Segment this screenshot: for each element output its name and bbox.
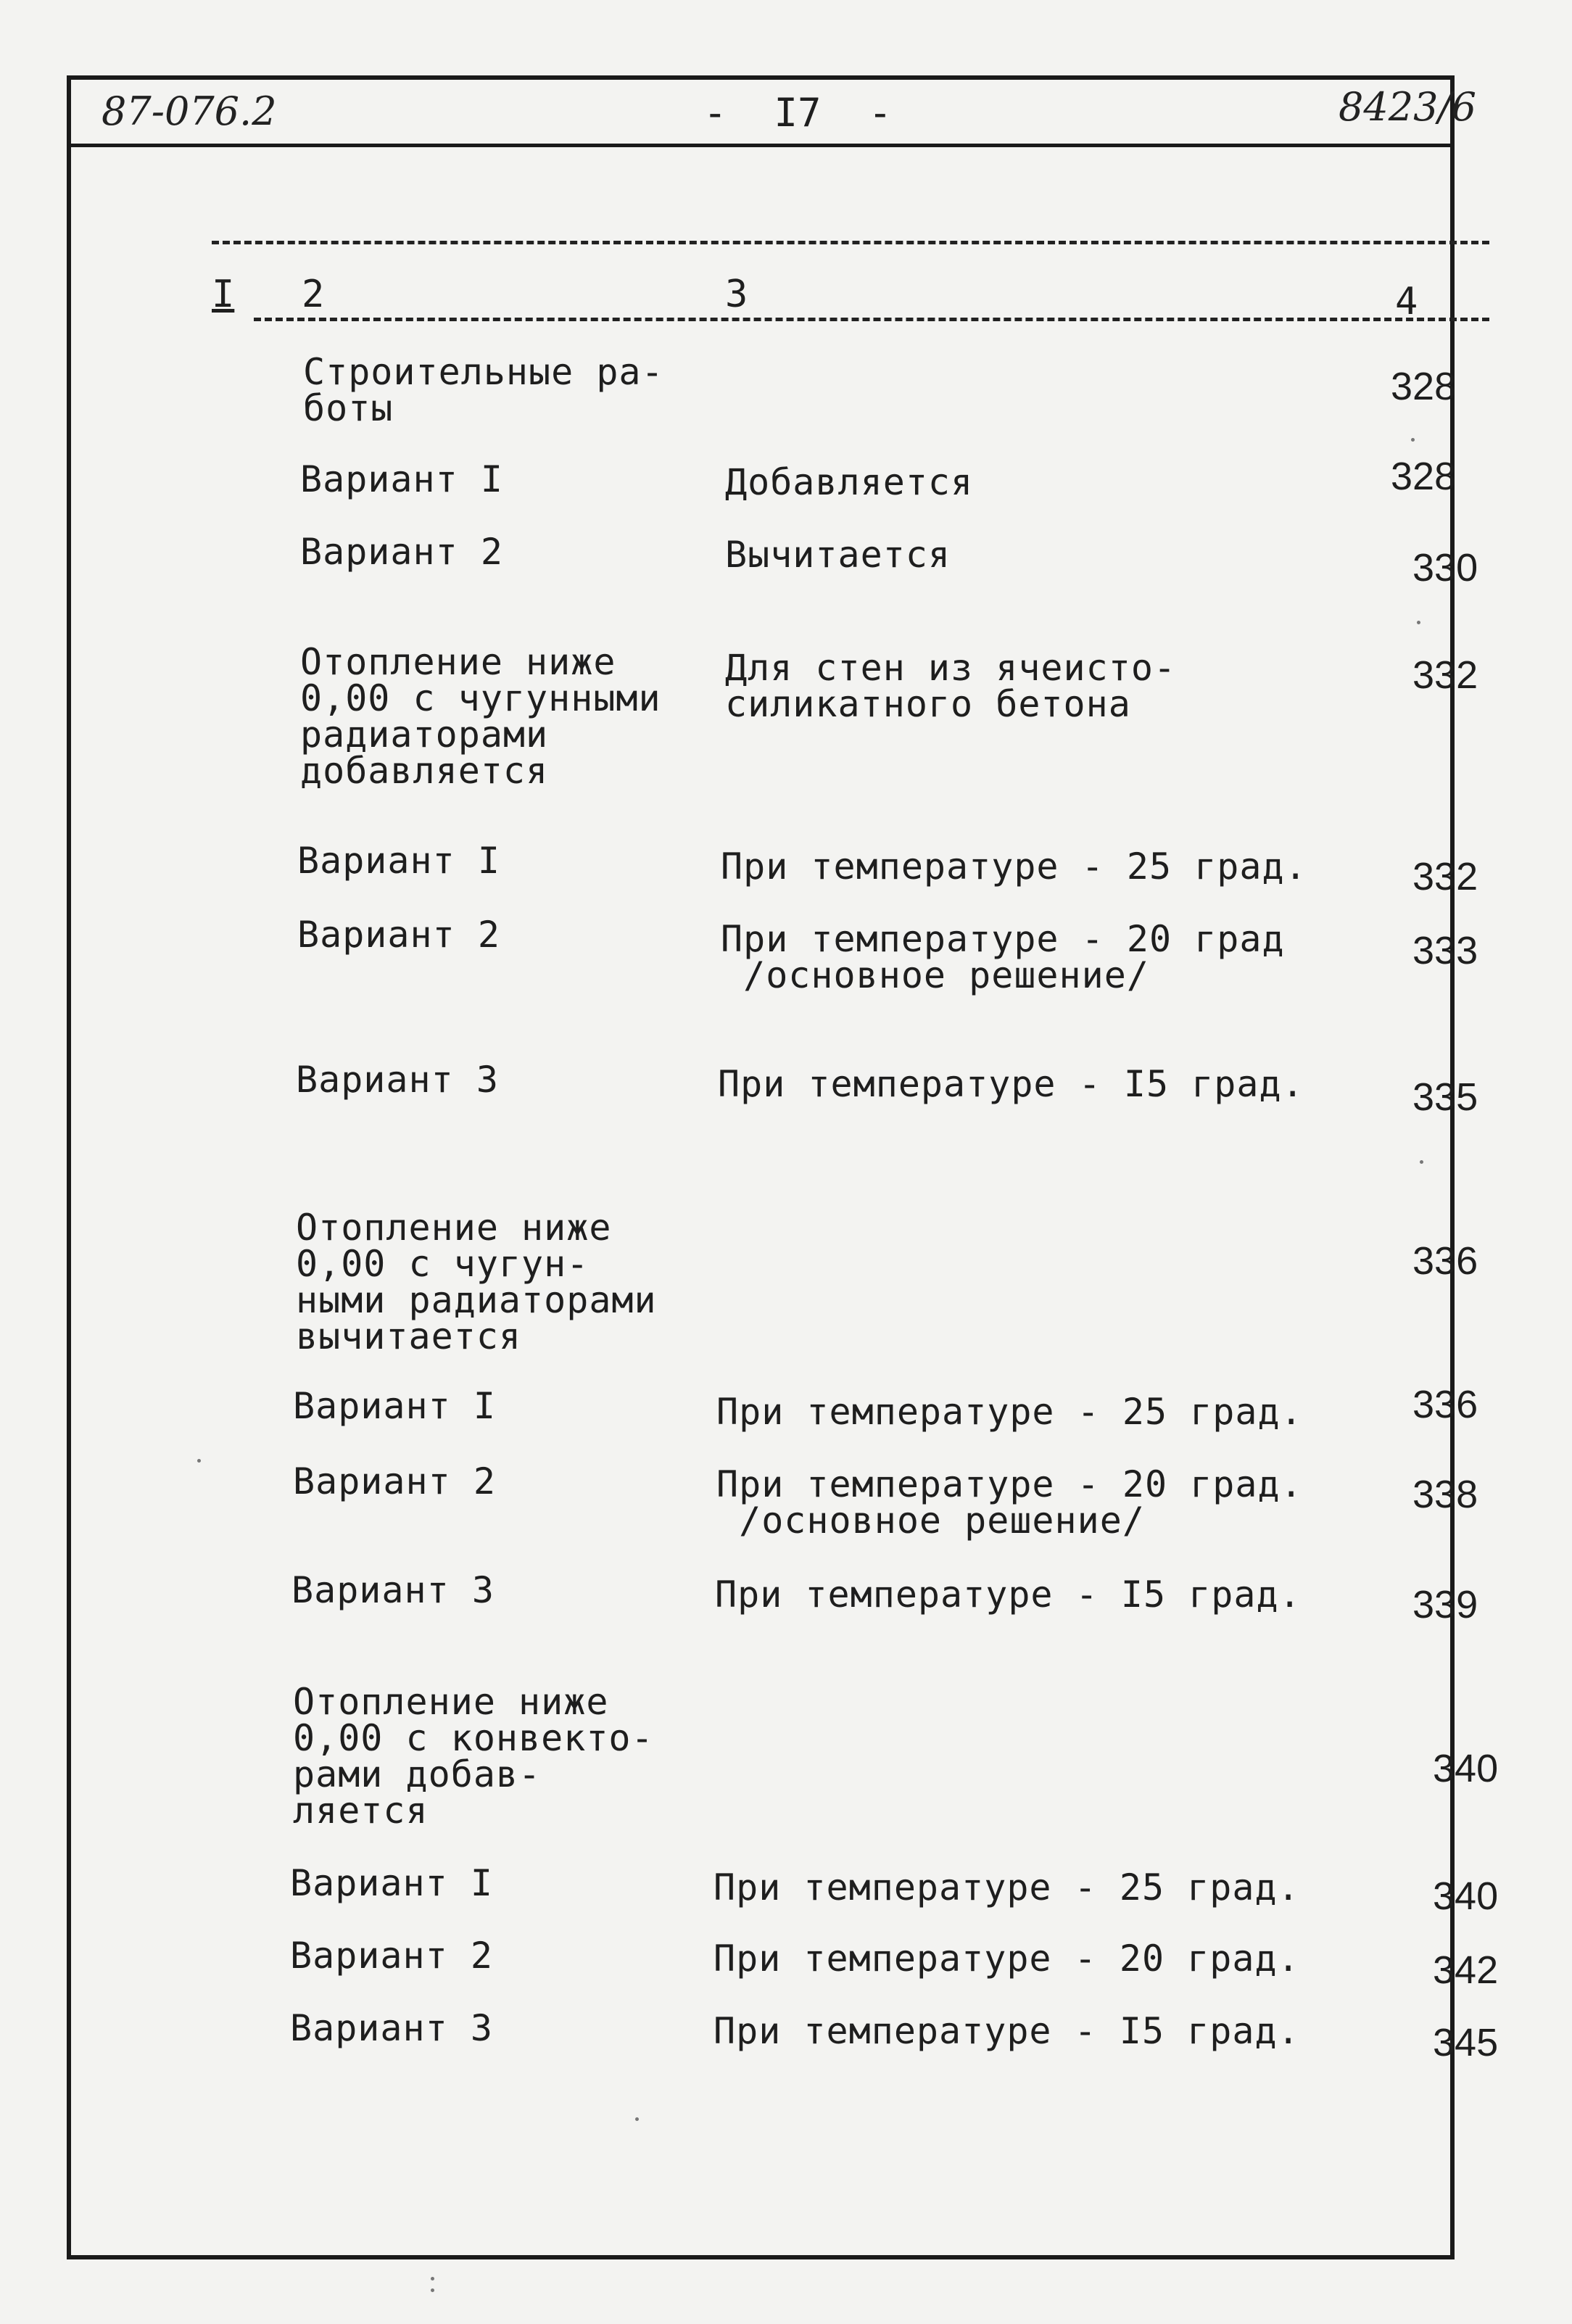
row-13-name: Вариант I [290,1862,493,1904]
row-7-note: При температуре - I5 град. [718,1063,1304,1105]
column-header-3: 3 [725,273,748,316]
row-13-page: 340 [1433,1874,1499,1918]
row-15-name: Вариант 3 [290,2007,493,2049]
row-13-note: При температуре - 25 град. [713,1866,1300,1909]
row-11-note: При температуре - I5 град. [715,1574,1302,1616]
row-3-name: Вариант 2 [300,531,503,573]
document-code-right: 8423/6 [1339,84,1476,130]
row-9-note: При температуре - 25 град. [716,1391,1303,1433]
header-divider [67,144,1455,147]
column-header-rule [254,318,1489,321]
row-9-page: 336 [1412,1383,1478,1426]
table-top-rule [212,241,1489,244]
row-14-name: Вариант 2 [290,1935,493,1977]
row-1-page: 328 [1391,365,1457,408]
document-code-left: 87-076.2 [102,88,277,134]
row-10-page: 338 [1412,1473,1478,1516]
row-2-note: Добавляется [725,461,974,503]
row-5-note: При температуре - 25 град. [721,845,1307,888]
row-9-name: Вариант I [293,1385,496,1427]
scan-speck [431,2288,434,2292]
column-header-1: I [212,273,235,316]
row-3-note: Вычитается [725,534,951,576]
row-8-name: Отопление ниже 0,00 с чугун- ными радиаторами вычитается [296,1207,657,1357]
row-10-name: Вариант 2 [293,1460,496,1502]
row-11-page: 339 [1412,1583,1478,1626]
row-4-name: Отопление ниже 0,00 с чугунными радиаторами добавляется [300,641,661,792]
row-11-name: Вариант 3 [291,1569,495,1611]
row-14-note: При температуре - 20 град. [713,1938,1300,1980]
row-6-page: 333 [1412,929,1478,972]
row-12-name: Отопление ниже 0,00 с конвекто- рами добав- ляется [293,1681,654,1832]
row-2-name: Вариант I [300,458,503,500]
row-5-page: 332 [1412,855,1478,898]
page-frame [67,75,1455,2259]
row-12-page: 340 [1433,1747,1499,1790]
row-6-note: При температуре - 20 град /основное решение/ [721,918,1285,996]
row-2-page: 328 [1391,455,1457,498]
scan-speck [431,2277,434,2280]
column-header-2: 2 [302,273,325,316]
row-5-name: Вариант I [297,840,500,882]
page-number: - I7 - [703,90,893,136]
row-7-page: 335 [1412,1075,1478,1119]
scan-speck [1417,621,1420,624]
column-header-4: 4 [1395,280,1418,323]
scan-speck [197,1459,201,1463]
row-10-note: При температуре - 20 град. /основное решение/ [716,1463,1303,1542]
row-4-page: 332 [1412,653,1478,697]
row-3-page: 330 [1412,546,1478,590]
row-15-note: При температуре - I5 град. [713,2010,1300,2052]
scan-speck [635,2117,639,2121]
row-15-page: 345 [1433,2021,1499,2064]
row-1-name: Строительные ра- боты [303,351,664,429]
row-14-page: 342 [1433,1948,1499,1992]
scan-speck [1420,1160,1423,1164]
row-6-name: Вариант 2 [297,914,500,956]
row-7-name: Вариант 3 [296,1059,499,1101]
scan-speck [1411,438,1415,442]
row-4-note: Для стен из ячеисто- силикатного бетона [725,647,1177,725]
row-8-page: 336 [1412,1239,1478,1283]
